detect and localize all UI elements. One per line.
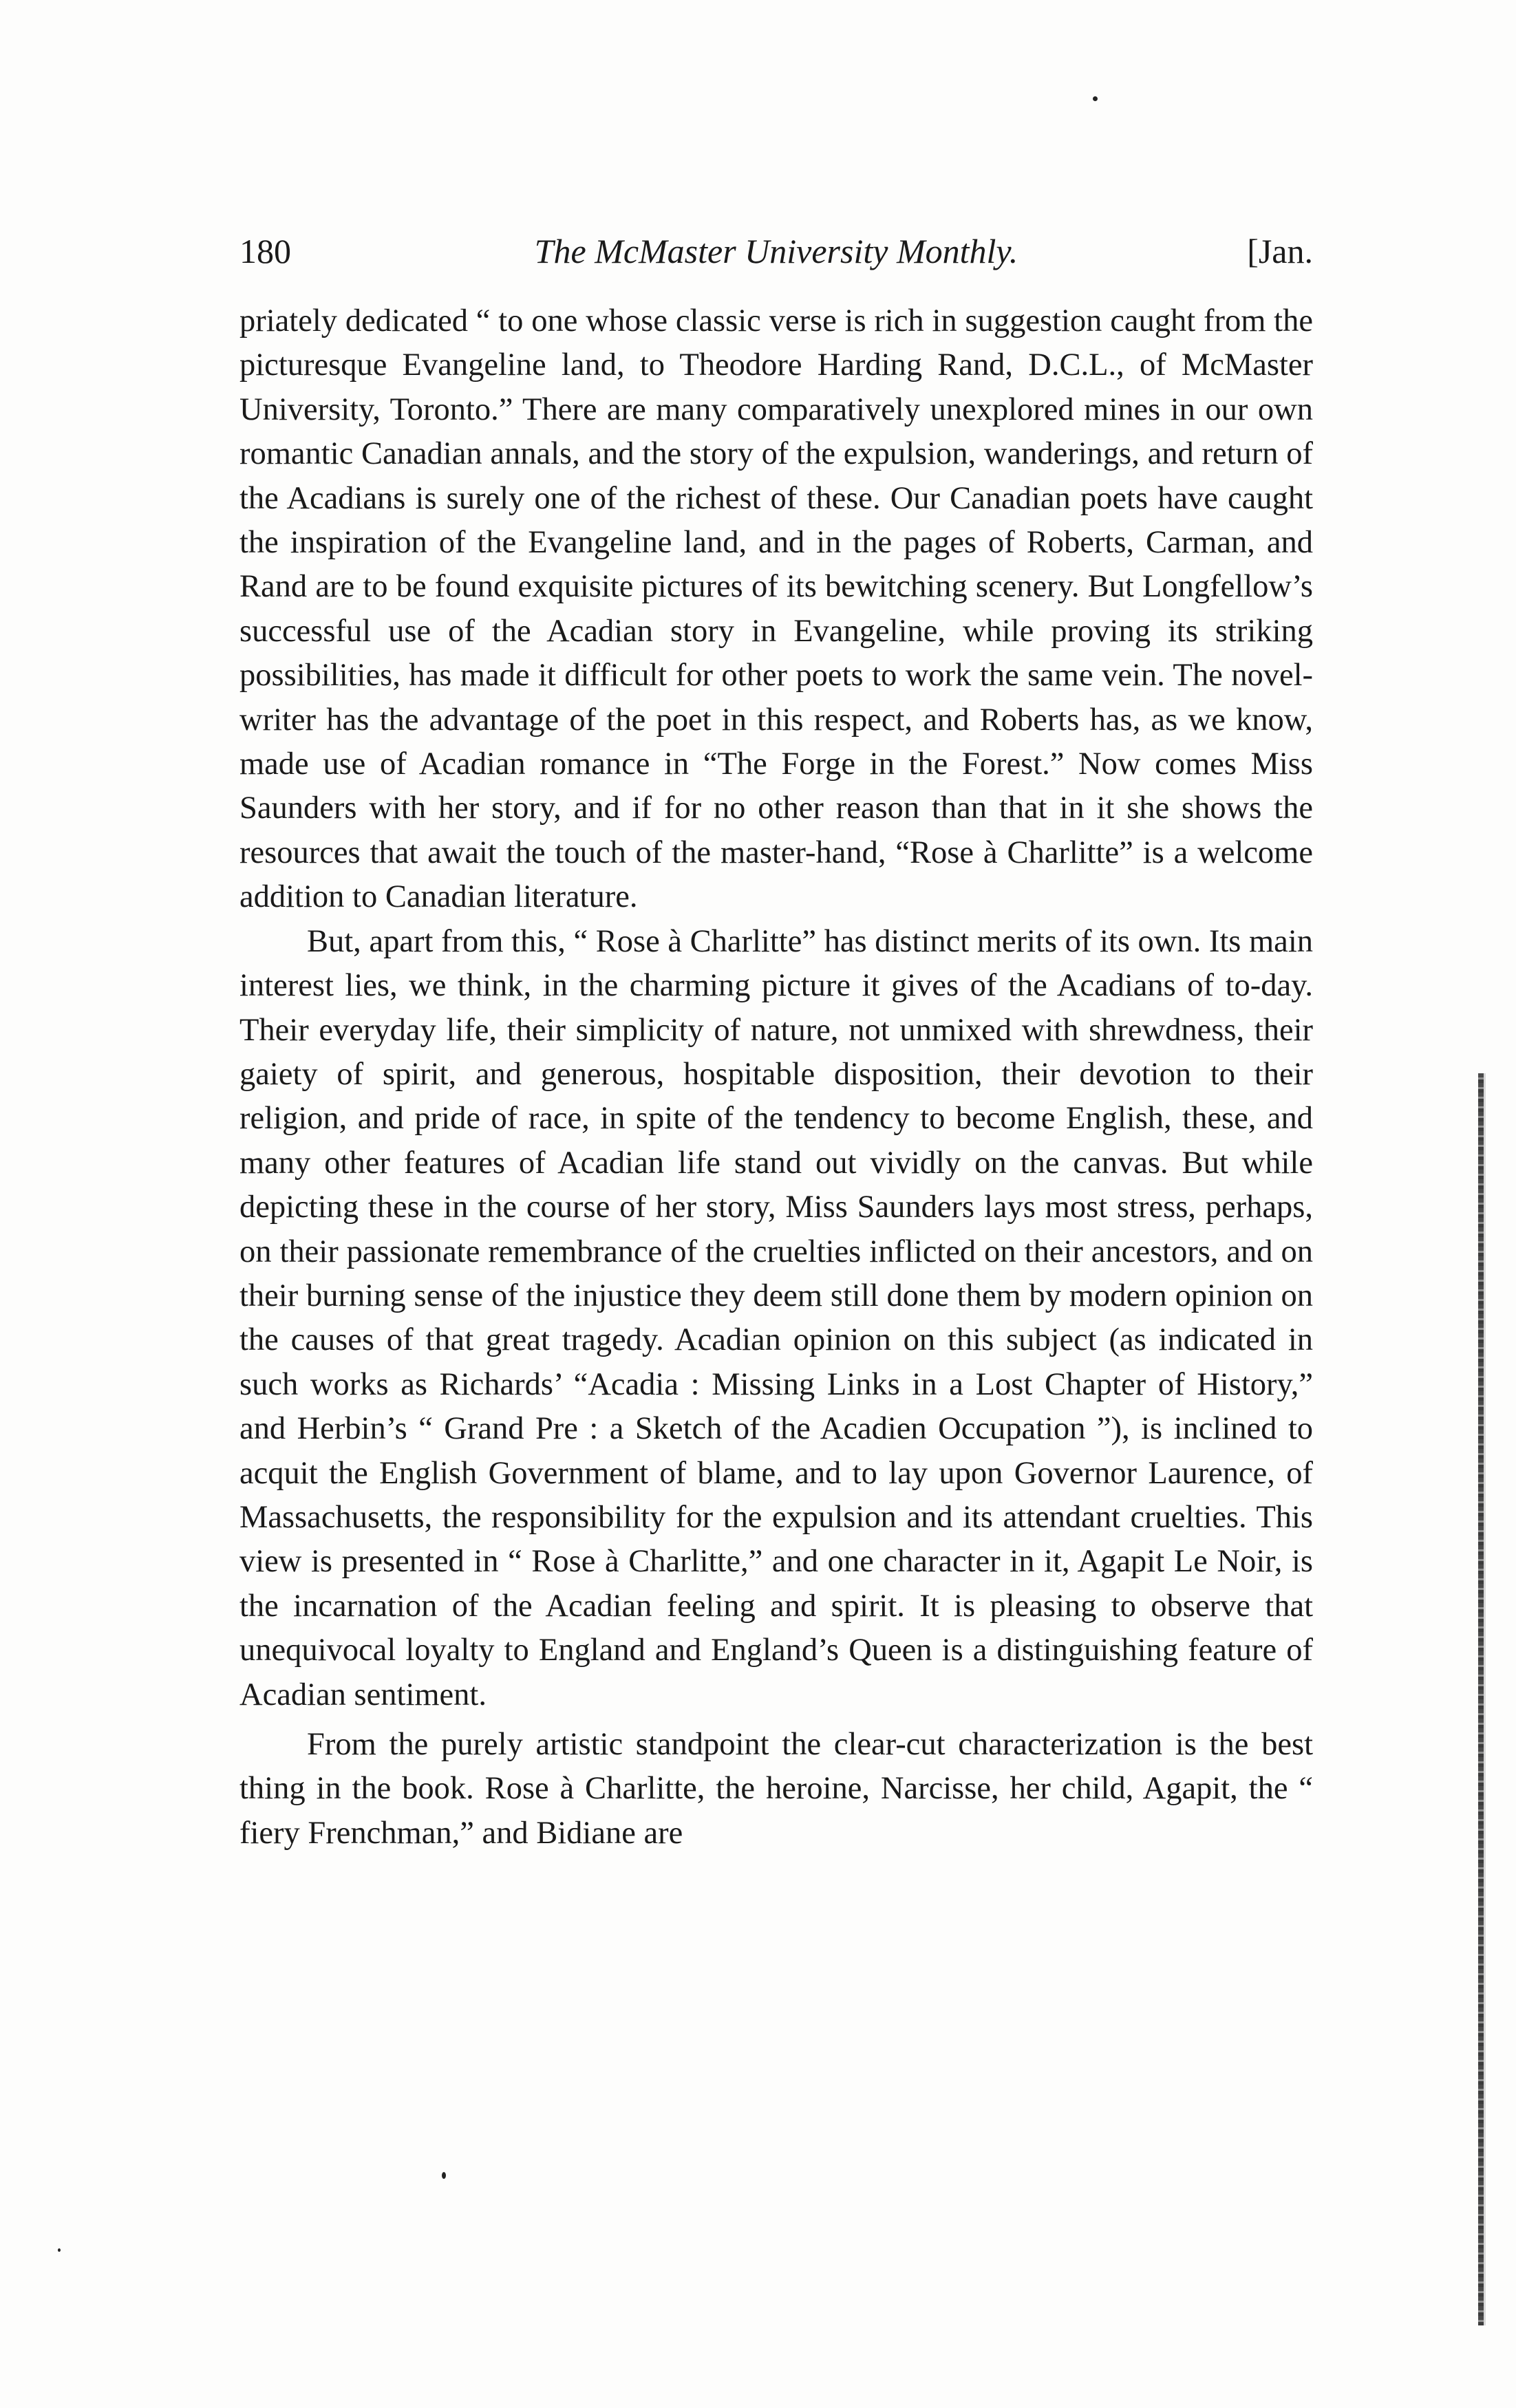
ink-speck bbox=[1093, 96, 1098, 101]
scan-edge-artifact bbox=[1478, 1073, 1484, 2325]
journal-title: The McMaster University Monthly. bbox=[534, 232, 1018, 270]
ink-speck bbox=[58, 2248, 61, 2252]
page-number: 180 bbox=[239, 232, 291, 270]
paragraph-continuation: priately dedicated “ to one whose classic verse is rich in suggestion caught from the picturesque Evangeline land, to Theodore Harding Rand, D.C.L., of McMaster University, Toronto.” There are many comparatively unexplored mines in our own romantic Canadian annals, and the story of the expulsion, wanderings, and return of the Acadians is surely one of the richest of these. Our Canadian poets have caught the inspiration of the Evangeline land, and in the pages of Roberts, Carman, and Rand are to be found exquisite pictures of its bewitching scenery. But Longfellow’s successful use of the Acadian story in Evangeline, while proving its striking possibilities, has made it difficult for other poets to work the same vein. The novel-writer has the advantage of the poet in this respect, and Roberts has, as we know, made use of Acadian romance in “The Forge in the Forest.” Now comes Miss Saunders with her story, and if for no other reason than that in it she shows the resources that await the touch of the master-hand, “Rose à Charlitte” is a welcome addition to Canadian literature. bbox=[239, 303, 1313, 915]
scan-edge-shadow bbox=[1484, 1073, 1486, 2325]
paragraph-merits: But, apart from this, “ Rose à Charlitte” has distinct merits of its own. Its main interest lies, we think, in the charming picture it gives of the Acadians of to-day. Their everyday life, their simplicity of nature, not unmixed with shrewdness, their gaiety of spirit, and generous, hospitable disposition, their devotion to their religion, and pride of race, in spite of the tendency to become English, these, and many other features of Acadian life stand out vividly on the canvas. But while depicting these in the course of her story, Miss Saunders lays most stress, perhaps, on their passionate remembrance of the cruelties inflicted on their ancestors, and on their burning sense of the injustice they deem still done them by modern opinion on the causes of that great tragedy. Acadian opinion on this subject (as indicated in such works as Richards’ “Acadia : Missing Links in a Lost Chapter of History,” and Herbin’s “ Grand Pre : a Sketch of the Acadien Occupation ”), is inclined to acquit the English Government of blame, and to lay upon Governor Laurence, of Massachusetts, the responsibility for the expulsion and its attendant cruelties. This view is presented in “ Rose à Charlitte,” and one character in it, Agapit Le Noir, is the incarnation of the Acadian feeling and spirit. It is pleasing to observe that unequivocal loyalty to England and England’s Queen is a distinguishing feature of Acadian sentiment. bbox=[239, 923, 1313, 1712]
running-head bbox=[239, 227, 1313, 275]
article-body bbox=[239, 299, 1313, 1856]
ink-speck bbox=[442, 2172, 446, 2179]
issue-month: [Jan. bbox=[1247, 232, 1313, 270]
paragraph-characterization: From the purely artistic standpoint the clear-cut characterization is the best thing in the book. Rose à Charlitte, the heroine, Narcisse, her child, Agapit, the “ fiery Frenchman,” and Bidiane are bbox=[239, 1727, 1313, 1851]
